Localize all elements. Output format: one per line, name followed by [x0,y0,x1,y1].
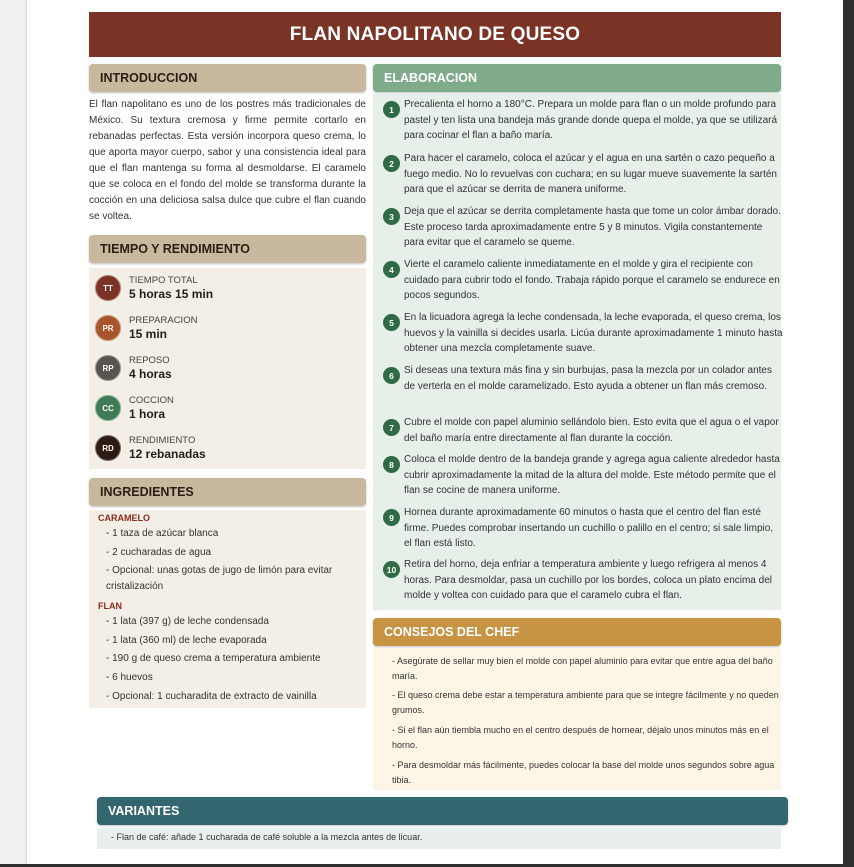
step-item [383,151,783,198]
time-value: 1 hora [129,406,166,421]
ingredient-item: - Opcional: 1 cucharadita de extracto de vainilla [106,691,317,702]
step-text: Retira del horno, deja enfriar a temperatura ambiente y luego refrigera al menos 4 horas. Para desmoldar, pasa un cuchillo por los bordes, coloca un plato encima del molde y voltea con cuidado para que el caramelo cubra el flan. [404,559,772,601]
step-text: Cubre el molde con papel aluminio sellándolo bien. Esto evita que el agua o el vapor del baño maría entre directamente al flan durante la cocción. [404,417,779,444]
time-badge: CC [95,395,121,421]
step-text: Si deseas una textura más fina y sin burbujas, pasa la mezcla por un colador antes de verterla en el molde caramelizado. Esto ayuda a obtener un flan más cremoso. [404,365,772,392]
ingredient-item: - Opcional: unas gotas de jugo de limón para evitar cristalización [106,565,333,592]
time-label: REPOSO [129,354,170,366]
ingredient-item: - 1 lata (360 ml) de leche evaporada [106,635,267,646]
ingredient-item: - 190 g de queso crema a temperatura ambiente [106,653,321,664]
step-text: Hornea durante aproximadamente 60 minutos o hasta que el centro del flan esté firme. Puedes comprobar insertando un cuchillo o palillo en el centro; si sale limpio, el flan está listo. [404,507,774,549]
step-number: 2 [383,155,400,172]
time-item-prep [95,312,197,344]
step-text: Vierte el caramelo caliente inmediatamente en el molde y gira el recipiente con cuidado para cubrir todo el fondo. Trabaja rápido porque el caramelo se endurece en pocos segundos. [404,259,780,301]
step-text: Coloca el molde dentro de la bandeja grande y agrega agua caliente alrededor hasta cubrir aproximadamente la mitad de la altura del molde. Este método permite que el flan se cocine de manera uniforme. [404,454,780,496]
step-item [383,363,783,394]
step-item [383,505,783,552]
time-badge: TT [95,275,121,301]
recipe-title: FLAN NAPOLITANO DE QUESO [89,12,781,57]
variant-item: - Flan de café: añade 1 cucharada de café soluble a la mezcla antes de licuar. [111,832,423,842]
step-number: 8 [383,456,400,473]
step-number: 6 [383,367,400,384]
time-value: 4 horas [129,366,172,381]
step-text: En la licuadora agrega la leche condensada, la leche evaporada, el queso crema, los huevos y la vainilla si decides usarla. Licúa durante aproximadamente 1 minuto hasta obtener una mezcla completamente suave. [404,312,783,354]
time-label: TIEMPO TOTAL [129,274,198,286]
intro-header: INTRODUCCION [89,64,366,92]
step-item [383,557,783,604]
ingredient-group-title: CARAMELO [98,513,150,523]
step-text: Para hacer el caramelo, coloca el azúcar y el agua en una sartén o cazo pequeño a fuego medio. No lo revuelvas con cuchara; en su lugar mueve suavemente la sartén para que el azúcar se derrita de manera uniforme. [404,153,777,195]
step-number: 4 [383,261,400,278]
step-item [383,415,783,446]
step-number: 1 [383,101,400,118]
time-value: 12 rebanadas [129,446,206,461]
step-number: 10 [383,561,400,578]
intro-text: El flan napolitano es uno de los postres más tradicionales de México. Su textura cremosa y firme permite cortarlo en rebanadas perfectas. Esta versión incorpora queso crema, lo que aporta mayor cuerpo, sabor y una consistencia ideal para que el flan mantenga su forma al desmoldarse. El caramelo que se coloca en el fondo del molde se transforma durante la cocción en una deliciosa salsa dulce que cubre el flan cuando se voltea. [89,99,366,222]
tip-item: - Asegúrate de sellar muy bien el molde con papel aluminio para evitar que entre agua del baño maría. [392,656,773,681]
ingredient-group-title: FLAN [98,601,122,611]
time-item-rest [95,352,172,384]
tips-header: CONSEJOS DEL CHEF [373,618,781,646]
time-badge: RP [95,355,121,381]
time-label: COCCION [129,394,174,406]
tip-item: - El queso crema debe estar a temperatura ambiente para que se integre fácilmente y no queden grumos. [392,690,779,715]
time-header: TIEMPO Y RENDIMIENTO [89,235,366,263]
step-item [383,310,783,357]
step-item [383,204,783,251]
steps-header: ELABORACION [373,64,781,92]
viewer-edge [843,0,854,867]
step-item [383,97,783,144]
time-label: PREPARACION [129,314,198,326]
ingredients-header: INGREDIENTES [89,478,366,506]
time-badge: PR [95,315,121,341]
tip-item: - Para desmoldar más fácilmente, puedes colocar la base del molde unos segundos sobre agua tibia. [392,760,775,785]
time-value: 5 horas 15 min [129,286,214,301]
ingredient-item: - 6 huevos [106,672,153,683]
step-item [383,257,783,304]
time-badge: RD [95,435,121,461]
time-item-yield [95,432,206,464]
step-item [383,452,783,499]
step-text: Deja que el azúcar se derrita completamente hasta que tome un color ámbar dorado. Este proceso tarda aproximadamente entre 5 y 8 minutos. Vigila constantemente para evitar que el caramelo se queme. [404,206,781,248]
tip-item: - Si el flan aún tiembla mucho en el centro después de hornear, déjalo unos minutos más en el horno. [392,725,769,750]
time-value: 15 min [129,326,168,341]
step-number: 5 [383,314,400,331]
time-label: RENDIMIENTO [129,434,196,446]
time-item-total [95,272,213,304]
step-number: 3 [383,208,400,225]
step-number: 9 [383,509,400,526]
step-text: Precalienta el horno a 180°C. Prepara un molde para flan o un molde profundo para pastel y ten lista una bandeja más grande donde quepa el molde, ya que se utilizará para cocinar el flan a baño maría. [404,99,778,141]
variants-header: VARIANTES [97,797,788,825]
ingredient-item: - 2 cucharadas de agua [106,547,212,558]
ingredient-item: - 1 taza de azúcar blanca [106,528,219,539]
ingredient-item: - 1 lata (397 g) de leche condensada [106,616,269,627]
step-number: 7 [383,419,400,436]
time-item-cook [95,392,174,424]
